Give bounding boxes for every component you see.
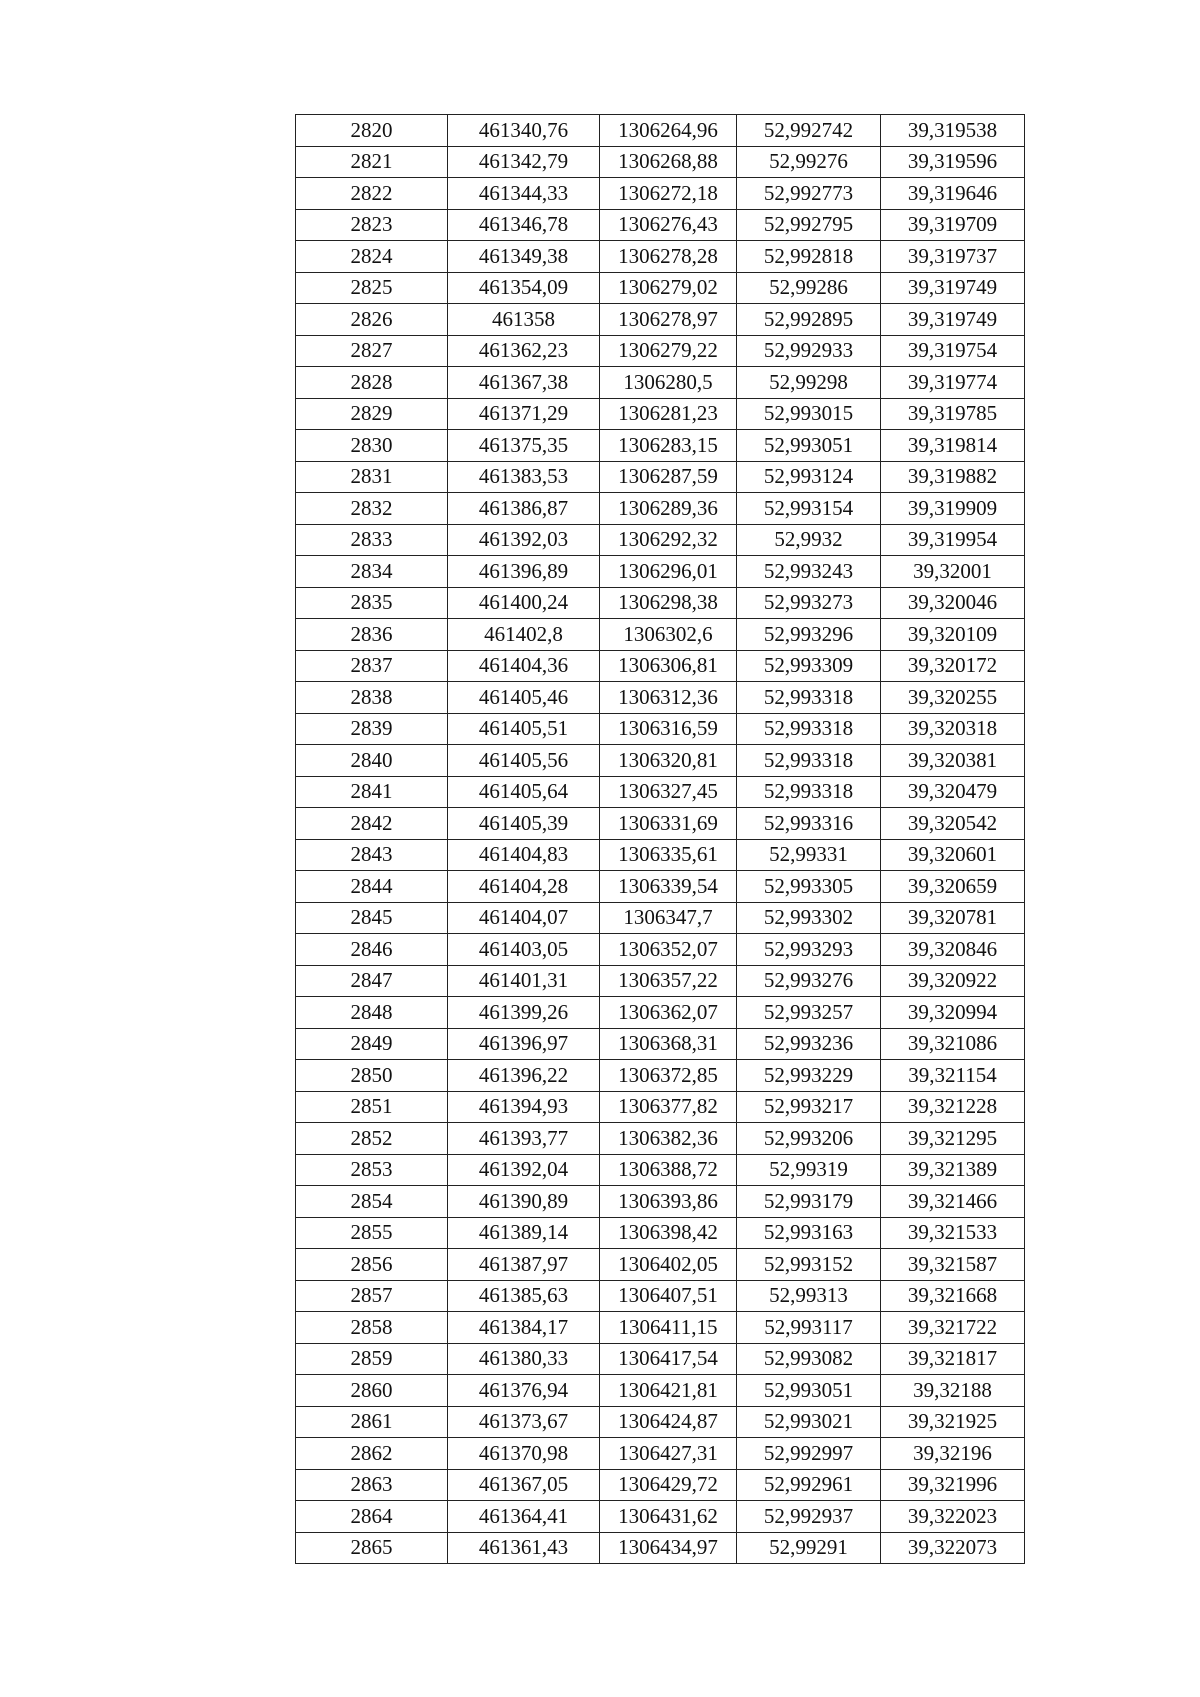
- longitude-cell: 39,321925: [881, 1406, 1025, 1438]
- x-coordinate-cell: 461342,79: [448, 146, 600, 178]
- point-number-cell: 2833: [296, 524, 448, 556]
- latitude-cell: 52,993124: [737, 461, 881, 493]
- latitude-cell: 52,99331: [737, 839, 881, 871]
- point-number-cell: 2863: [296, 1469, 448, 1501]
- table-row: [296, 587, 1025, 619]
- y-coordinate-cell: 1306377,82: [600, 1091, 737, 1123]
- longitude-cell: 39,319749: [881, 272, 1025, 304]
- latitude-cell: 52,9932: [737, 524, 881, 556]
- longitude-cell: 39,321228: [881, 1091, 1025, 1123]
- y-coordinate-cell: 1306424,87: [600, 1406, 737, 1438]
- table-row: [296, 997, 1025, 1029]
- point-number-cell: 2842: [296, 808, 448, 840]
- point-number-cell: 2858: [296, 1312, 448, 1344]
- latitude-cell: 52,99313: [737, 1280, 881, 1312]
- latitude-cell: 52,993318: [737, 776, 881, 808]
- y-coordinate-cell: 1306417,54: [600, 1343, 737, 1375]
- table-row: [296, 619, 1025, 651]
- table-row: [296, 1123, 1025, 1155]
- latitude-cell: 52,992742: [737, 115, 881, 147]
- point-number-cell: 2843: [296, 839, 448, 871]
- point-number-cell: 2865: [296, 1532, 448, 1564]
- x-coordinate-cell: 461384,17: [448, 1312, 600, 1344]
- latitude-cell: 52,99291: [737, 1532, 881, 1564]
- y-coordinate-cell: 1306281,23: [600, 398, 737, 430]
- table-row: [296, 1438, 1025, 1470]
- longitude-cell: 39,320922: [881, 965, 1025, 997]
- latitude-cell: 52,993305: [737, 871, 881, 903]
- latitude-cell: 52,993206: [737, 1123, 881, 1155]
- y-coordinate-cell: 1306352,07: [600, 934, 737, 966]
- point-number-cell: 2821: [296, 146, 448, 178]
- longitude-cell: 39,321533: [881, 1217, 1025, 1249]
- x-coordinate-cell: 461405,64: [448, 776, 600, 808]
- y-coordinate-cell: 1306368,31: [600, 1028, 737, 1060]
- longitude-cell: 39,319814: [881, 430, 1025, 462]
- longitude-cell: 39,321466: [881, 1186, 1025, 1218]
- y-coordinate-cell: 1306320,81: [600, 745, 737, 777]
- latitude-cell: 52,993257: [737, 997, 881, 1029]
- point-number-cell: 2823: [296, 209, 448, 241]
- table-row: [296, 115, 1025, 147]
- point-number-cell: 2857: [296, 1280, 448, 1312]
- y-coordinate-cell: 1306327,45: [600, 776, 737, 808]
- point-number-cell: 2825: [296, 272, 448, 304]
- y-coordinate-cell: 1306276,43: [600, 209, 737, 241]
- latitude-cell: 52,992895: [737, 304, 881, 336]
- latitude-cell: 52,993117: [737, 1312, 881, 1344]
- table-row: [296, 461, 1025, 493]
- latitude-cell: 52,993154: [737, 493, 881, 525]
- longitude-cell: 39,32196: [881, 1438, 1025, 1470]
- x-coordinate-cell: 461404,28: [448, 871, 600, 903]
- table-row: [296, 1217, 1025, 1249]
- point-number-cell: 2841: [296, 776, 448, 808]
- latitude-cell: 52,993051: [737, 1375, 881, 1407]
- latitude-cell: 52,993276: [737, 965, 881, 997]
- x-coordinate-cell: 461361,43: [448, 1532, 600, 1564]
- latitude-cell: 52,99298: [737, 367, 881, 399]
- point-number-cell: 2830: [296, 430, 448, 462]
- latitude-cell: 52,993296: [737, 619, 881, 651]
- point-number-cell: 2861: [296, 1406, 448, 1438]
- point-number-cell: 2828: [296, 367, 448, 399]
- point-number-cell: 2855: [296, 1217, 448, 1249]
- longitude-cell: 39,320046: [881, 587, 1025, 619]
- longitude-cell: 39,320601: [881, 839, 1025, 871]
- point-number-cell: 2838: [296, 682, 448, 714]
- x-coordinate-cell: 461344,33: [448, 178, 600, 210]
- longitude-cell: 39,320542: [881, 808, 1025, 840]
- x-coordinate-cell: 461367,38: [448, 367, 600, 399]
- point-number-cell: 2824: [296, 241, 448, 273]
- table-row: [296, 398, 1025, 430]
- latitude-cell: 52,993302: [737, 902, 881, 934]
- table-row: [296, 304, 1025, 336]
- x-coordinate-cell: 461390,89: [448, 1186, 600, 1218]
- point-number-cell: 2827: [296, 335, 448, 367]
- point-number-cell: 2849: [296, 1028, 448, 1060]
- x-coordinate-cell: 461387,97: [448, 1249, 600, 1281]
- longitude-cell: 39,320479: [881, 776, 1025, 808]
- longitude-cell: 39,321389: [881, 1154, 1025, 1186]
- point-number-cell: 2845: [296, 902, 448, 934]
- latitude-cell: 52,992795: [737, 209, 881, 241]
- table-row: [296, 146, 1025, 178]
- point-number-cell: 2831: [296, 461, 448, 493]
- y-coordinate-cell: 1306312,36: [600, 682, 737, 714]
- x-coordinate-cell: 461392,04: [448, 1154, 600, 1186]
- y-coordinate-cell: 1306289,36: [600, 493, 737, 525]
- table-row: [296, 1060, 1025, 1092]
- longitude-cell: 39,319785: [881, 398, 1025, 430]
- longitude-cell: 39,319709: [881, 209, 1025, 241]
- coordinates-table-body: [296, 115, 1025, 1564]
- y-coordinate-cell: 1306316,59: [600, 713, 737, 745]
- y-coordinate-cell: 1306431,62: [600, 1501, 737, 1533]
- table-row: [296, 650, 1025, 682]
- point-number-cell: 2835: [296, 587, 448, 619]
- table-row: [296, 839, 1025, 871]
- x-coordinate-cell: 461380,33: [448, 1343, 600, 1375]
- point-number-cell: 2834: [296, 556, 448, 588]
- x-coordinate-cell: 461389,14: [448, 1217, 600, 1249]
- latitude-cell: 52,992818: [737, 241, 881, 273]
- y-coordinate-cell: 1306292,32: [600, 524, 737, 556]
- table-row: [296, 524, 1025, 556]
- table-row: [296, 367, 1025, 399]
- latitude-cell: 52,993318: [737, 713, 881, 745]
- table-row: [296, 1280, 1025, 1312]
- point-number-cell: 2864: [296, 1501, 448, 1533]
- longitude-cell: 39,320109: [881, 619, 1025, 651]
- latitude-cell: 52,99286: [737, 272, 881, 304]
- longitude-cell: 39,320172: [881, 650, 1025, 682]
- y-coordinate-cell: 1306287,59: [600, 461, 737, 493]
- y-coordinate-cell: 1306278,28: [600, 241, 737, 273]
- longitude-cell: 39,319596: [881, 146, 1025, 178]
- x-coordinate-cell: 461396,89: [448, 556, 600, 588]
- longitude-cell: 39,321086: [881, 1028, 1025, 1060]
- y-coordinate-cell: 1306407,51: [600, 1280, 737, 1312]
- table-row: [296, 902, 1025, 934]
- x-coordinate-cell: 461346,78: [448, 209, 600, 241]
- x-coordinate-cell: 461375,35: [448, 430, 600, 462]
- latitude-cell: 52,993318: [737, 745, 881, 777]
- latitude-cell: 52,993163: [737, 1217, 881, 1249]
- table-row: [296, 1028, 1025, 1060]
- x-coordinate-cell: 461404,07: [448, 902, 600, 934]
- point-number-cell: 2836: [296, 619, 448, 651]
- latitude-cell: 52,993316: [737, 808, 881, 840]
- point-number-cell: 2844: [296, 871, 448, 903]
- longitude-cell: 39,319754: [881, 335, 1025, 367]
- latitude-cell: 52,993179: [737, 1186, 881, 1218]
- table-row: [296, 1249, 1025, 1281]
- point-number-cell: 2862: [296, 1438, 448, 1470]
- longitude-cell: 39,320846: [881, 934, 1025, 966]
- longitude-cell: 39,321668: [881, 1280, 1025, 1312]
- longitude-cell: 39,321722: [881, 1312, 1025, 1344]
- table-row: [296, 335, 1025, 367]
- y-coordinate-cell: 1306402,05: [600, 1249, 737, 1281]
- longitude-cell: 39,319909: [881, 493, 1025, 525]
- x-coordinate-cell: 461385,63: [448, 1280, 600, 1312]
- y-coordinate-cell: 1306388,72: [600, 1154, 737, 1186]
- point-number-cell: 2846: [296, 934, 448, 966]
- table-row: [296, 1343, 1025, 1375]
- point-number-cell: 2860: [296, 1375, 448, 1407]
- y-coordinate-cell: 1306264,96: [600, 115, 737, 147]
- y-coordinate-cell: 1306335,61: [600, 839, 737, 871]
- longitude-cell: 39,319646: [881, 178, 1025, 210]
- y-coordinate-cell: 1306280,5: [600, 367, 737, 399]
- longitude-cell: 39,319538: [881, 115, 1025, 147]
- longitude-cell: 39,32001: [881, 556, 1025, 588]
- x-coordinate-cell: 461362,23: [448, 335, 600, 367]
- y-coordinate-cell: 1306429,72: [600, 1469, 737, 1501]
- longitude-cell: 39,319749: [881, 304, 1025, 336]
- y-coordinate-cell: 1306393,86: [600, 1186, 737, 1218]
- latitude-cell: 52,993152: [737, 1249, 881, 1281]
- x-coordinate-cell: 461373,67: [448, 1406, 600, 1438]
- y-coordinate-cell: 1306398,42: [600, 1217, 737, 1249]
- point-number-cell: 2829: [296, 398, 448, 430]
- longitude-cell: 39,321587: [881, 1249, 1025, 1281]
- x-coordinate-cell: 461405,51: [448, 713, 600, 745]
- latitude-cell: 52,993229: [737, 1060, 881, 1092]
- table-row: [296, 1154, 1025, 1186]
- longitude-cell: 39,320318: [881, 713, 1025, 745]
- y-coordinate-cell: 1306331,69: [600, 808, 737, 840]
- longitude-cell: 39,321154: [881, 1060, 1025, 1092]
- table-row: [296, 556, 1025, 588]
- table-row: [296, 241, 1025, 273]
- y-coordinate-cell: 1306278,97: [600, 304, 737, 336]
- point-number-cell: 2854: [296, 1186, 448, 1218]
- table-row: [296, 808, 1025, 840]
- longitude-cell: 39,32188: [881, 1375, 1025, 1407]
- x-coordinate-cell: 461402,8: [448, 619, 600, 651]
- x-coordinate-cell: 461376,94: [448, 1375, 600, 1407]
- latitude-cell: 52,993021: [737, 1406, 881, 1438]
- x-coordinate-cell: 461386,87: [448, 493, 600, 525]
- x-coordinate-cell: 461392,03: [448, 524, 600, 556]
- longitude-cell: 39,321817: [881, 1343, 1025, 1375]
- table-row: [296, 871, 1025, 903]
- point-number-cell: 2820: [296, 115, 448, 147]
- y-coordinate-cell: 1306372,85: [600, 1060, 737, 1092]
- coordinates-table: [295, 114, 1025, 1564]
- y-coordinate-cell: 1306279,02: [600, 272, 737, 304]
- y-coordinate-cell: 1306296,01: [600, 556, 737, 588]
- table-row: [296, 209, 1025, 241]
- x-coordinate-cell: 461349,38: [448, 241, 600, 273]
- x-coordinate-cell: 461400,24: [448, 587, 600, 619]
- point-number-cell: 2832: [296, 493, 448, 525]
- x-coordinate-cell: 461364,41: [448, 1501, 600, 1533]
- longitude-cell: 39,319737: [881, 241, 1025, 273]
- x-coordinate-cell: 461340,76: [448, 115, 600, 147]
- x-coordinate-cell: 461383,53: [448, 461, 600, 493]
- longitude-cell: 39,319774: [881, 367, 1025, 399]
- latitude-cell: 52,993015: [737, 398, 881, 430]
- x-coordinate-cell: 461394,93: [448, 1091, 600, 1123]
- table-row: [296, 1501, 1025, 1533]
- y-coordinate-cell: 1306421,81: [600, 1375, 737, 1407]
- point-number-cell: 2826: [296, 304, 448, 336]
- y-coordinate-cell: 1306339,54: [600, 871, 737, 903]
- latitude-cell: 52,992773: [737, 178, 881, 210]
- point-number-cell: 2840: [296, 745, 448, 777]
- x-coordinate-cell: 461403,05: [448, 934, 600, 966]
- latitude-cell: 52,99276: [737, 146, 881, 178]
- table-row: [296, 1312, 1025, 1344]
- x-coordinate-cell: 461404,36: [448, 650, 600, 682]
- table-row: [296, 934, 1025, 966]
- y-coordinate-cell: 1306434,97: [600, 1532, 737, 1564]
- latitude-cell: 52,993236: [737, 1028, 881, 1060]
- point-number-cell: 2848: [296, 997, 448, 1029]
- table-row: [296, 1469, 1025, 1501]
- latitude-cell: 52,993243: [737, 556, 881, 588]
- y-coordinate-cell: 1306268,88: [600, 146, 737, 178]
- x-coordinate-cell: 461404,83: [448, 839, 600, 871]
- x-coordinate-cell: 461401,31: [448, 965, 600, 997]
- latitude-cell: 52,992961: [737, 1469, 881, 1501]
- table-row: [296, 1375, 1025, 1407]
- longitude-cell: 39,322073: [881, 1532, 1025, 1564]
- table-row: [296, 430, 1025, 462]
- table-row: [296, 1186, 1025, 1218]
- point-number-cell: 2839: [296, 713, 448, 745]
- point-number-cell: 2837: [296, 650, 448, 682]
- point-number-cell: 2847: [296, 965, 448, 997]
- table-row: [296, 1091, 1025, 1123]
- x-coordinate-cell: 461405,39: [448, 808, 600, 840]
- table-row: [296, 745, 1025, 777]
- latitude-cell: 52,993318: [737, 682, 881, 714]
- longitude-cell: 39,321996: [881, 1469, 1025, 1501]
- point-number-cell: 2856: [296, 1249, 448, 1281]
- latitude-cell: 52,992933: [737, 335, 881, 367]
- longitude-cell: 39,320255: [881, 682, 1025, 714]
- point-number-cell: 2851: [296, 1091, 448, 1123]
- x-coordinate-cell: 461367,05: [448, 1469, 600, 1501]
- x-coordinate-cell: 461370,98: [448, 1438, 600, 1470]
- x-coordinate-cell: 461358: [448, 304, 600, 336]
- table-row: [296, 1532, 1025, 1564]
- latitude-cell: 52,993293: [737, 934, 881, 966]
- table-row: [296, 682, 1025, 714]
- longitude-cell: 39,319882: [881, 461, 1025, 493]
- x-coordinate-cell: 461399,26: [448, 997, 600, 1029]
- longitude-cell: 39,320381: [881, 745, 1025, 777]
- latitude-cell: 52,993273: [737, 587, 881, 619]
- y-coordinate-cell: 1306272,18: [600, 178, 737, 210]
- longitude-cell: 39,320994: [881, 997, 1025, 1029]
- table-row: [296, 776, 1025, 808]
- y-coordinate-cell: 1306382,36: [600, 1123, 737, 1155]
- x-coordinate-cell: 461354,09: [448, 272, 600, 304]
- point-number-cell: 2822: [296, 178, 448, 210]
- table-row: [296, 713, 1025, 745]
- table-row: [296, 1406, 1025, 1438]
- longitude-cell: 39,319954: [881, 524, 1025, 556]
- longitude-cell: 39,320781: [881, 902, 1025, 934]
- latitude-cell: 52,992937: [737, 1501, 881, 1533]
- x-coordinate-cell: 461393,77: [448, 1123, 600, 1155]
- y-coordinate-cell: 1306302,6: [600, 619, 737, 651]
- point-number-cell: 2850: [296, 1060, 448, 1092]
- x-coordinate-cell: 461405,56: [448, 745, 600, 777]
- table-row: [296, 493, 1025, 525]
- table-row: [296, 965, 1025, 997]
- y-coordinate-cell: 1306283,15: [600, 430, 737, 462]
- y-coordinate-cell: 1306357,22: [600, 965, 737, 997]
- point-number-cell: 2852: [296, 1123, 448, 1155]
- x-coordinate-cell: 461396,97: [448, 1028, 600, 1060]
- y-coordinate-cell: 1306347,7: [600, 902, 737, 934]
- y-coordinate-cell: 1306279,22: [600, 335, 737, 367]
- x-coordinate-cell: 461405,46: [448, 682, 600, 714]
- table-row: [296, 178, 1025, 210]
- latitude-cell: 52,993051: [737, 430, 881, 462]
- latitude-cell: 52,992997: [737, 1438, 881, 1470]
- latitude-cell: 52,99319: [737, 1154, 881, 1186]
- point-number-cell: 2853: [296, 1154, 448, 1186]
- latitude-cell: 52,993217: [737, 1091, 881, 1123]
- latitude-cell: 52,993082: [737, 1343, 881, 1375]
- y-coordinate-cell: 1306427,31: [600, 1438, 737, 1470]
- point-number-cell: 2859: [296, 1343, 448, 1375]
- y-coordinate-cell: 1306306,81: [600, 650, 737, 682]
- table-row: [296, 272, 1025, 304]
- latitude-cell: 52,993309: [737, 650, 881, 682]
- x-coordinate-cell: 461396,22: [448, 1060, 600, 1092]
- x-coordinate-cell: 461371,29: [448, 398, 600, 430]
- longitude-cell: 39,321295: [881, 1123, 1025, 1155]
- y-coordinate-cell: 1306362,07: [600, 997, 737, 1029]
- longitude-cell: 39,320659: [881, 871, 1025, 903]
- y-coordinate-cell: 1306411,15: [600, 1312, 737, 1344]
- longitude-cell: 39,322023: [881, 1501, 1025, 1533]
- y-coordinate-cell: 1306298,38: [600, 587, 737, 619]
